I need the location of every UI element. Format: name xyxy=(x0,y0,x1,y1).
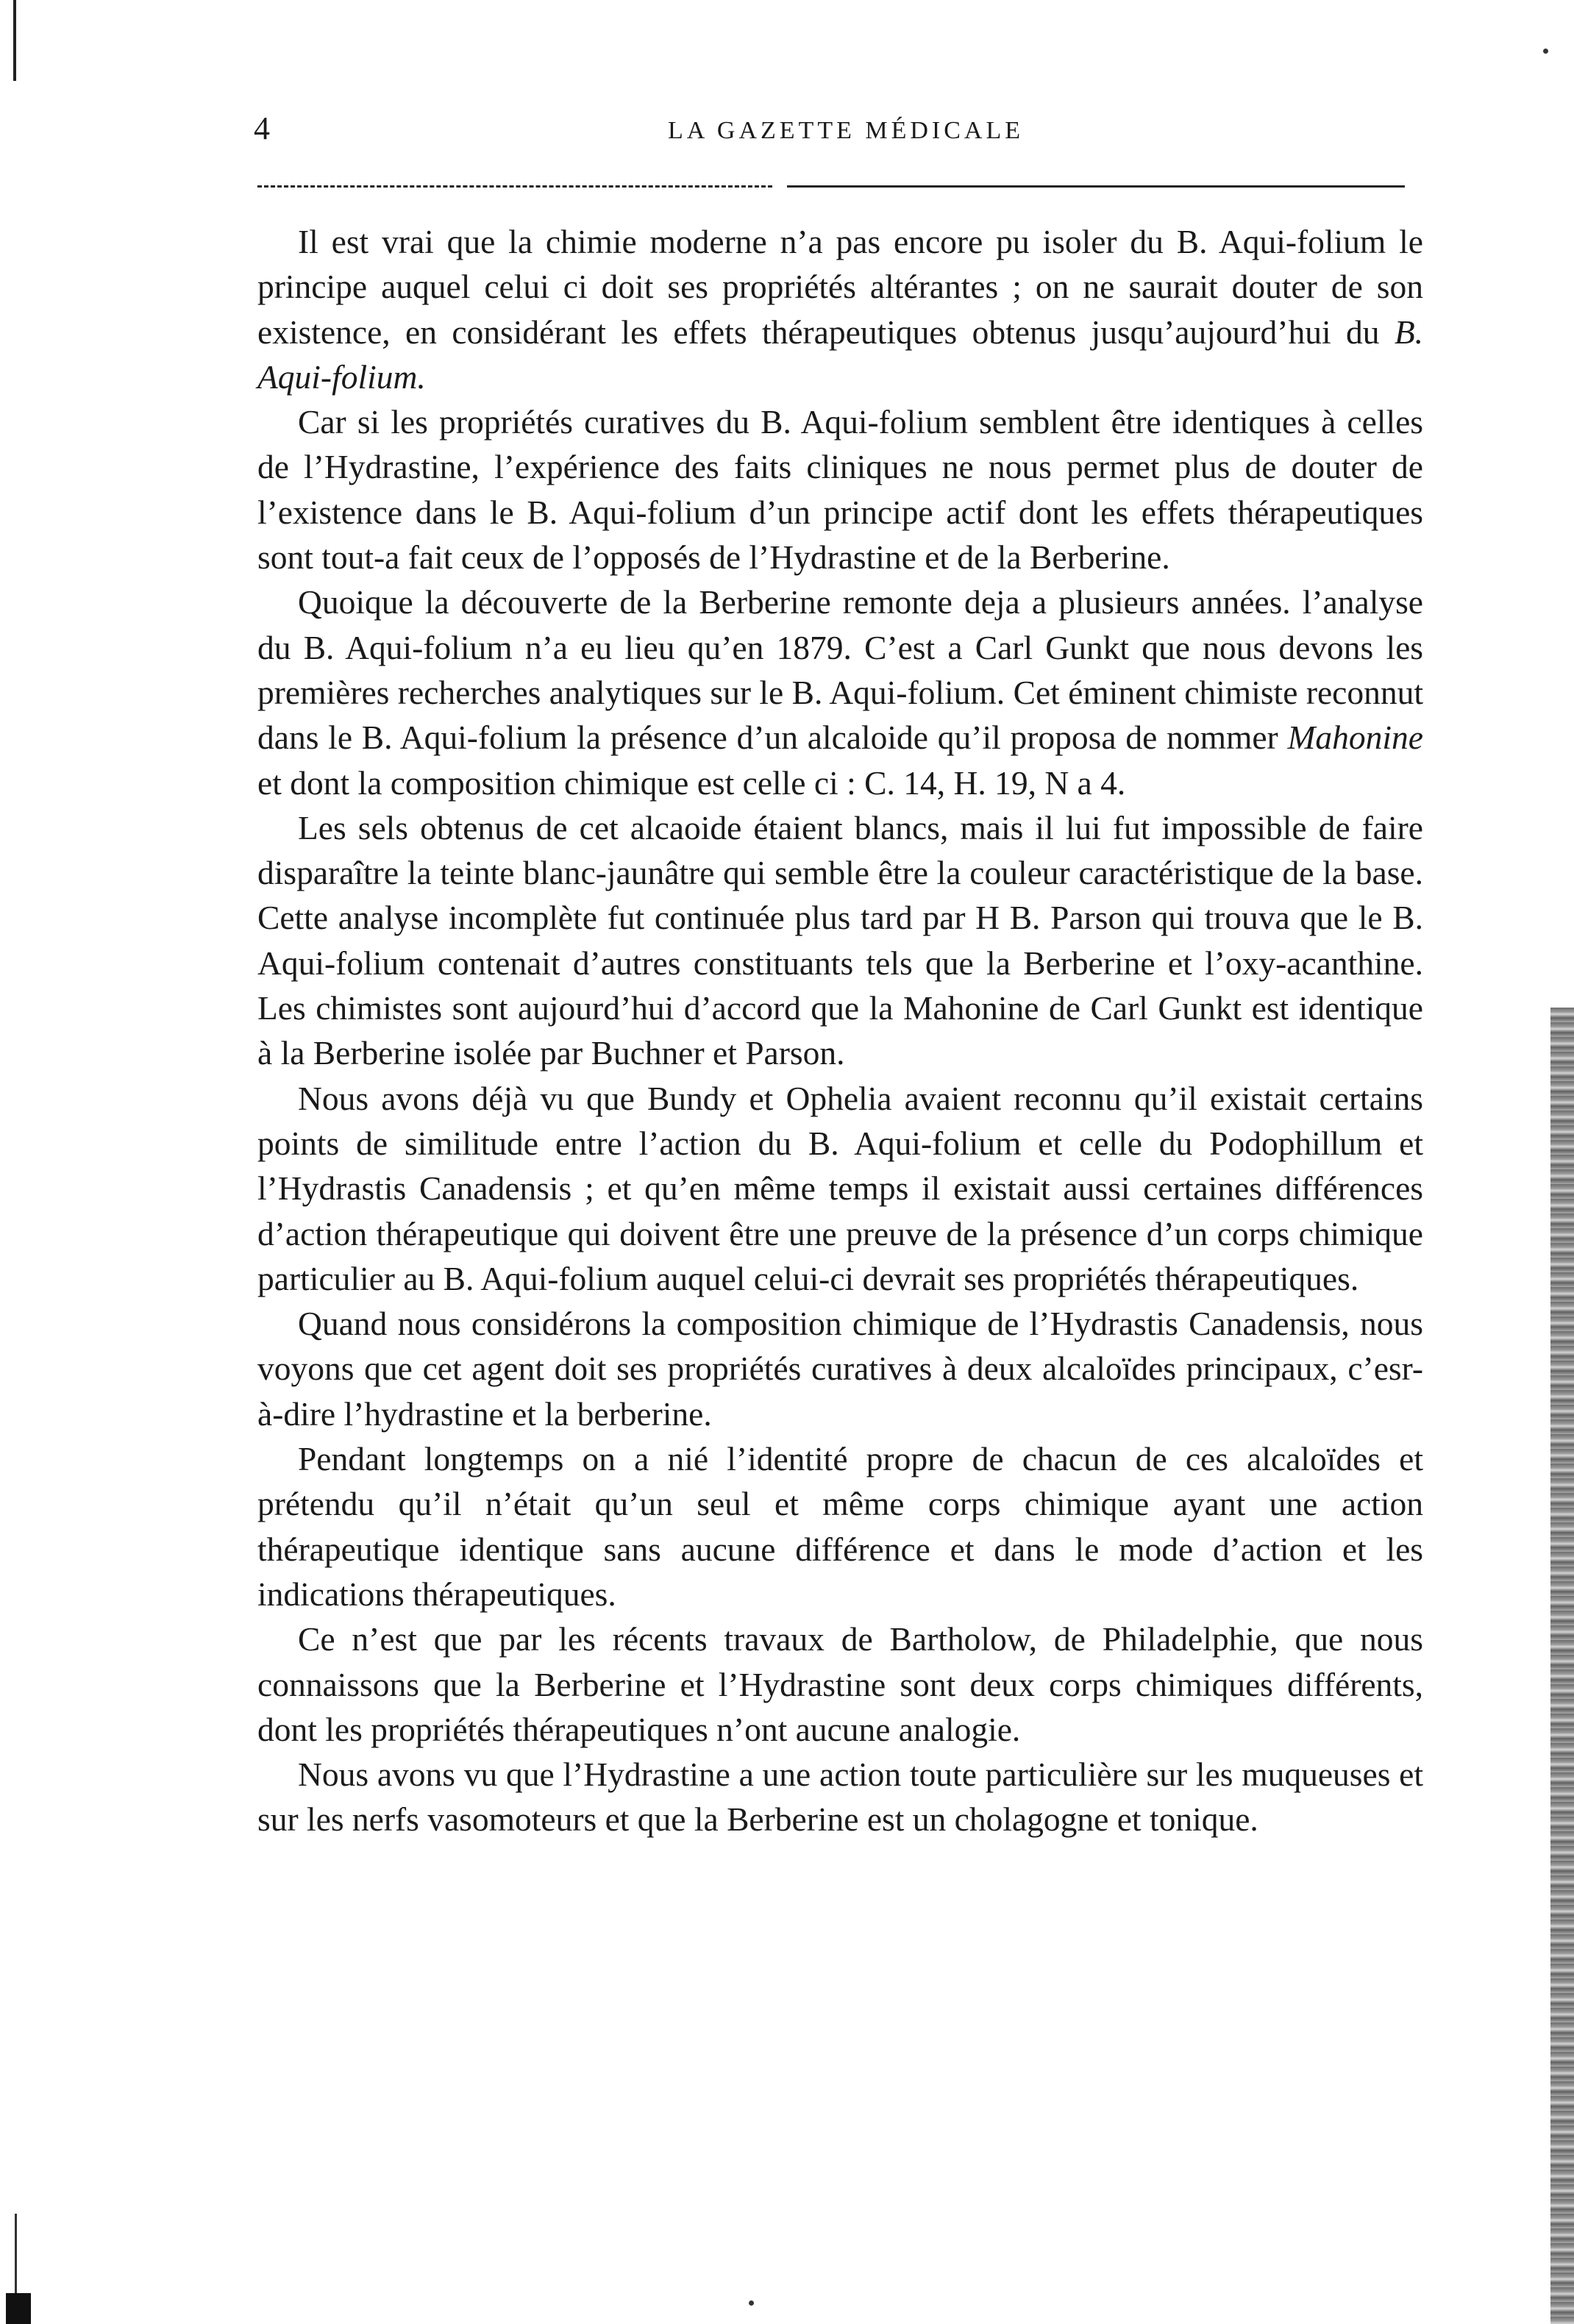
scan-blot-artifact xyxy=(6,2293,31,2324)
article-body xyxy=(257,219,1423,1842)
paragraph: Nous avons déjà vu que Bundy et Ophelia avaient reconnu qu’il existait certains points de similitude entre l’action du B. Aqui-folium et celle du Podophillum et l’Hydrastis Canadensis ; et qu’en même temps il existait aussi certaines différences d’action thérapeutique qui doivent être une preuve de la présence d’un corps chimique particulier au B. Aqui-folium auquel celui-ci devrait ses propriétés thérapeutiques. xyxy=(257,1079,1423,1297)
header-rule xyxy=(257,185,772,188)
paragraph: Quand nous considérons la composition chimique de l’Hydrastis Canadensis, nous voyons que cet agent doit ses propriétés curatives à deux alcaloïdes principaux, c’esr-à-dire l’hydrastine et la berberine. xyxy=(257,1305,1423,1433)
scan-dot-artifact xyxy=(749,2300,754,2306)
paragraph: Les sels obtenus de cet alcaoide étaient blancs, mais il lui fut impossible de faire disparaître la teinte blanc-jaunâtre qui semble être la couleur caractéristique de la base. Cette analyse incomplète fut continuée plus tard par H B. Parson qui trouva que le B. Aqui-folium contenait d’autres constituants tels que la Berberine et l’oxy-acanthine. Les chimistes sont aujourd’hui d’accord que la Mahonine de Carl Gunkt est identique à la Berberine isolée par Buchner et Parson. xyxy=(257,808,1423,1072)
scan-dot-artifact xyxy=(1543,49,1548,54)
header-rule xyxy=(787,185,1405,188)
paragraph: Il est vrai que la chimie moderne n’a pas encore pu isoler du B. Aqui-folium le principe auquel celui ci doit ses propriétés altérantes ; on ne saurait douter de son existence, en considérant les effets thérapeutiques obtenus jusqu’aujourd’hui du B. Aqui-folium. xyxy=(257,223,1423,396)
paragraph: Car si les propriétés curatives du B. Aqui-folium semblent être identiques à celles de l’Hydrastine, l’expérience des faits cliniques ne nous permet plus de douter de l’existence dans le B. Aqui-folium d’un principe actif dont les effets thérapeutiques sont tout-a fait ceux de l’opposés de l’Hydrastine et de la Berberine. xyxy=(257,403,1423,577)
scan-edge-artifact xyxy=(1550,1008,1574,2324)
scan-edge-artifact xyxy=(13,0,16,81)
page-number: 4 xyxy=(254,110,270,146)
paragraph: Pendant longtemps on a nié l’identité propre de chacun de ces alcaloïdes et prétendu qu’il n’était qu’un seul et même corps chimique ayant une action thérapeutique identique sans aucune différence et dans le mode d’action et les indications thérapeutiques. xyxy=(257,1440,1423,1613)
paragraph: Nous avons vu que l’Hydrastine a une action toute particulière sur les muqueuses et sur les nerfs vasomoteurs et que la Berberine est un cholagogne et tonique. xyxy=(257,1756,1423,1839)
running-title: LA GAZETTE MÉDICALE xyxy=(667,117,1025,144)
paragraph: Quoique la découverte de la Berberine remonte deja a plusieurs années. l’analyse du B. Aqui-folium n’a eu lieu qu’en 1879. C’est a Carl Gunkt que nous devons les premières recherches analytiques sur le B. Aqui-folium. Cet éminent chimiste reconnut dans le B. Aqui-folium la présence d’un alcaloide qu’il proposa de nommer Mahonine et dont la composition chimique est celle ci : C. 14, H. 19, N a 4. xyxy=(257,583,1423,802)
paragraph: Ce n’est que par les récents travaux de Bartholow, de Philadelphie, que nous connaissons que la Berberine et l’Hydrastine sont deux corps chimiques différents, dont les propriétés thérapeutiques n’ont aucune analogie. xyxy=(257,1620,1423,1748)
